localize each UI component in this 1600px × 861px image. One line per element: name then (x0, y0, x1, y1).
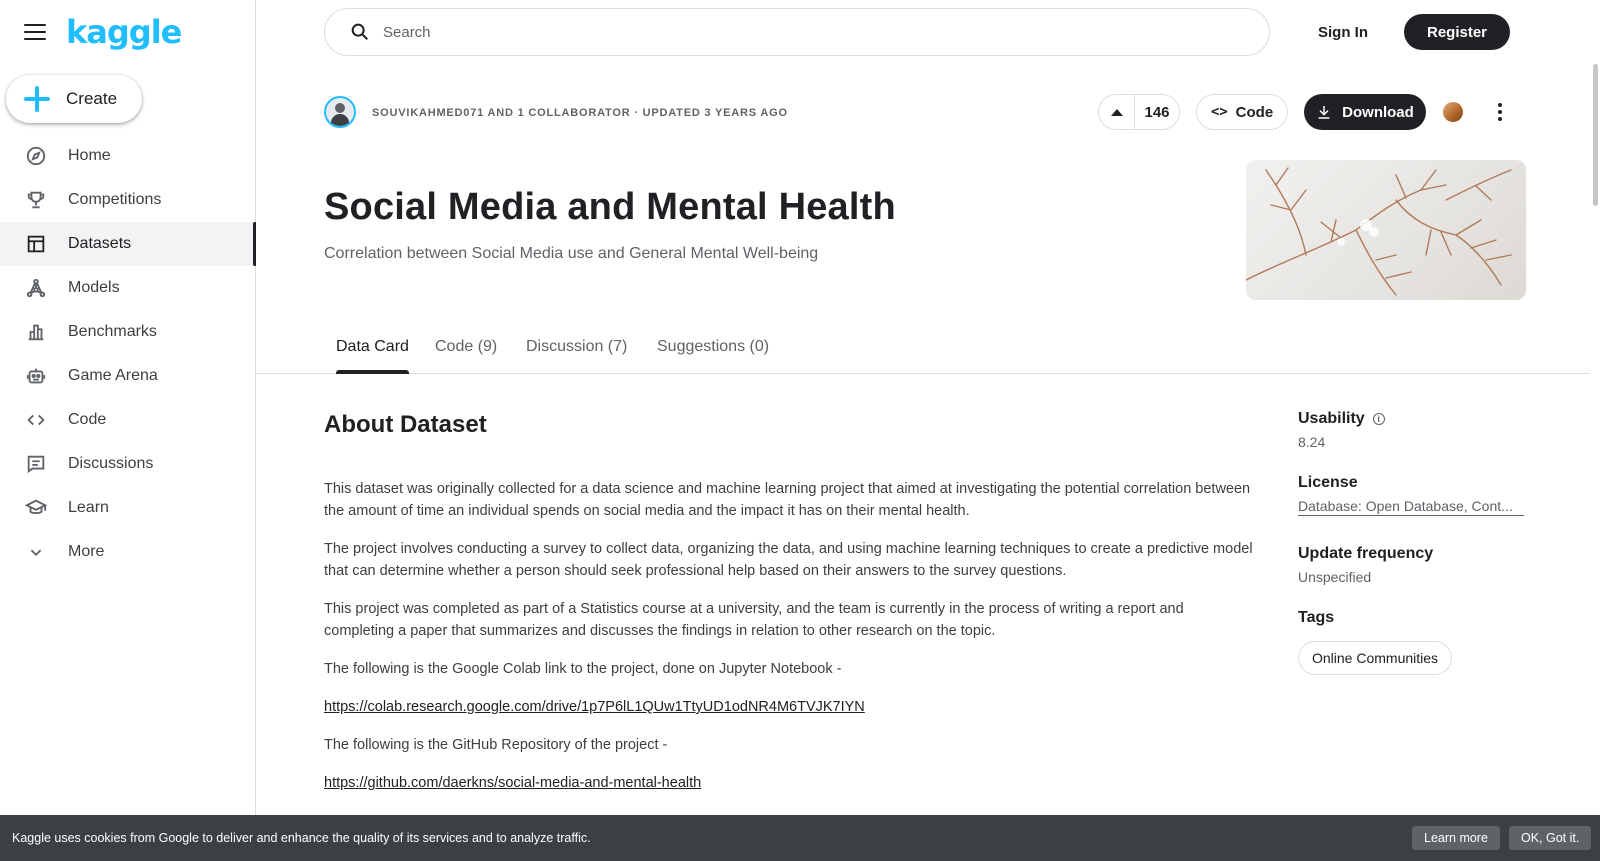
update-frequency-value: Unspecified (1298, 569, 1372, 585)
dataset-meta: SOUVIKAHMED071 AND 1 COLLABORATOR · UPDATED 3 YEARS AGO (372, 107, 788, 119)
chevron-down-icon (24, 540, 48, 564)
compass-icon (24, 144, 48, 168)
sign-in-button[interactable]: Sign In (1318, 23, 1368, 41)
sidebar-item-label: Home (68, 147, 111, 164)
tab-data-card[interactable]: Data Card (336, 338, 409, 374)
tags-heading: Tags (1298, 609, 1335, 626)
plus-icon (24, 86, 50, 112)
sidebar-item-label: More (68, 543, 105, 560)
download-icon (1316, 104, 1332, 120)
about-paragraph: This project was completed as part of a Statistics course at a university, and the team is currently in the process of writing a report and completing a paper that summarizes and discusses the findings in relation to other research on the topic. (324, 601, 1184, 639)
scrollbar-thumb[interactable] (1593, 64, 1598, 206)
license-heading: License (1298, 474, 1358, 491)
license-link[interactable]: Database: Open Database, Cont... (1298, 498, 1524, 516)
info-icon[interactable]: i (1373, 413, 1385, 425)
tag-chip[interactable]: Online Communities (1298, 641, 1452, 675)
usability-heading (1298, 410, 1528, 428)
code-button-label: Code (1235, 103, 1274, 121)
learn-more-button[interactable]: Learn more (1412, 826, 1500, 850)
sidebar (0, 0, 256, 861)
bar-chart-icon (24, 320, 48, 344)
tab-suggestions[interactable]: Suggestions (0) (657, 338, 770, 355)
comment-icon (24, 452, 48, 476)
code-icon (24, 408, 48, 432)
sidebar-item-label: Models (68, 279, 120, 296)
about-content (324, 478, 1254, 810)
about-paragraph: This dataset was originally collected for a data science and machine learning project that aimed at investigating the potential correlation between the amount of time an individual spends on social media and the impact it has on their mental health. (324, 481, 1251, 519)
model-icon (24, 276, 48, 300)
table-icon (24, 232, 48, 256)
about-heading: About Dataset (324, 411, 487, 438)
metadata-panel (1298, 410, 1528, 675)
sidebar-item-datasets[interactable] (0, 222, 256, 266)
update-frequency-heading: Update frequency (1298, 545, 1434, 562)
sidebar-nav (0, 134, 256, 574)
arrow-up-icon (1111, 109, 1123, 116)
bronze-medal-icon[interactable] (1443, 102, 1463, 122)
sidebar-item-more[interactable] (0, 530, 256, 574)
usability-value: 8.24 (1298, 434, 1326, 450)
page-subtitle: Correlation between Social Media use and General Mental Well-being (324, 245, 819, 262)
code-icon: <> (1210, 104, 1228, 120)
tab-discussion[interactable]: Discussion (7) (526, 338, 628, 355)
usability-label: Usability (1298, 410, 1365, 427)
cookie-message: Kaggle uses cookies from Google to deliver and enhance the quality of its services and to analyze traffic. (12, 831, 591, 845)
kaggle-logo[interactable]: kaggle (66, 13, 182, 51)
sidebar-item-label: Competitions (68, 191, 162, 208)
github-link[interactable]: https://github.com/daerkns/social-media-and-mental-health (324, 775, 702, 791)
create-label: Create (66, 89, 118, 108)
sidebar-item-discussions[interactable] (0, 442, 256, 486)
search-input[interactable] (383, 24, 1263, 41)
sidebar-item-competitions[interactable] (0, 178, 256, 222)
school-icon (24, 496, 48, 520)
robot-icon (24, 364, 48, 388)
upvote-button[interactable] (1099, 95, 1135, 129)
branches-image (1246, 160, 1526, 300)
more-options-icon[interactable] (1496, 100, 1504, 124)
sidebar-item-label: Discussions (68, 455, 154, 472)
upvote-control (1098, 94, 1180, 130)
sidebar-item-label: Datasets (68, 235, 132, 252)
trophy-icon (24, 188, 48, 212)
page-title: Social Media and Mental Health (324, 186, 896, 228)
about-paragraph: The following is the Google Colab link to the project, done on Jupyter Notebook - (324, 661, 842, 677)
sidebar-item-label: Benchmarks (68, 323, 157, 340)
search-bar[interactable] (324, 8, 1270, 56)
about-paragraph: The project involves conducting a survey to collect data, organizing the data, and using machine learning techniques to create a predictive model that can determine whether a person should seek professional help based on their answers to the survey questions. (324, 541, 1253, 579)
create-button[interactable] (6, 75, 142, 123)
sidebar-item-benchmarks[interactable] (0, 310, 256, 354)
download-button-label: Download (1342, 103, 1414, 121)
register-button[interactable]: Register (1404, 14, 1510, 50)
sidebar-item-label: Game Arena (68, 367, 158, 384)
sidebar-topbar (24, 13, 182, 51)
code-button[interactable] (1196, 94, 1288, 130)
about-paragraph: The following is the GitHub Repository of the project - (324, 737, 668, 753)
sidebar-item-game-arena[interactable] (0, 354, 256, 398)
dataset-tabs (256, 330, 1590, 374)
search-icon (349, 21, 371, 43)
accept-cookies-button[interactable]: OK, Got it. (1509, 826, 1591, 850)
cookie-banner (0, 815, 1600, 861)
sidebar-item-label: Code (68, 411, 107, 428)
dataset-cover-image (1246, 160, 1526, 300)
avatar[interactable] (324, 96, 356, 128)
menu-icon[interactable] (24, 24, 46, 40)
sidebar-item-home[interactable] (0, 134, 256, 178)
sidebar-item-label: Learn (68, 499, 109, 516)
download-button[interactable] (1304, 94, 1426, 130)
sidebar-item-code[interactable] (0, 398, 256, 442)
sidebar-item-models[interactable] (0, 266, 256, 310)
tab-code[interactable]: Code (9) (435, 338, 498, 355)
colab-link[interactable]: https://colab.research.google.com/drive/1p7P6lL1QUw1TtyUD1odNR4M6TVJK7IYN (324, 699, 865, 715)
upvote-count: 146 (1144, 103, 1170, 121)
scrollbar[interactable] (1590, 0, 1600, 815)
sidebar-item-learn[interactable] (0, 486, 256, 530)
